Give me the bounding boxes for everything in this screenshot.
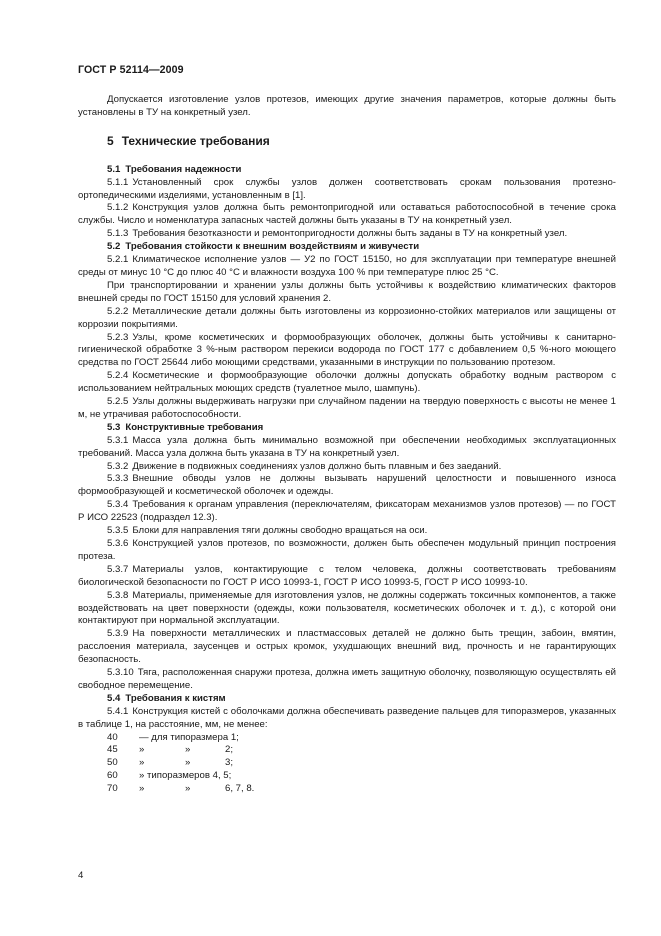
clause-text: Движение в подвижных соединениях узлов должно быть плавным и без заеданий. <box>132 460 502 472</box>
clause-number: 5.1.1 <box>107 176 129 188</box>
size-cell-c3: » <box>185 757 191 769</box>
document-header: ГОСТ Р 52114—2009 <box>78 64 184 76</box>
subsection-title-text: Требования к кистям <box>125 692 226 704</box>
clause-number: 5.3.3 <box>107 473 129 485</box>
size-row <box>107 783 616 796</box>
subsection-title <box>78 164 616 177</box>
clause-text: Материалы, применяемые для изготовления узлов, не должны содержать токсичных компонентов, а также воздействовать на цвет поверхности (одежды, кожи пользователя, косметических оболочек и т. д.), с которой они контактируют при нормальной эксплуатации. <box>78 589 616 627</box>
clause-number: 5.4.1 <box>107 705 129 717</box>
clause-text: Масса узла должна быть минимально возможной при обеспечении необходимых эксплуатационных требований. Масса узла должна быть указана в ТУ на конкретный узел. <box>78 434 616 459</box>
subsections-container <box>78 164 616 732</box>
clause-number: 5.2.2 <box>107 305 129 317</box>
clause-text: Металлические детали должны быть изготовлены из коррозионно-стойких материалов или защищены от коррозии покрытиями. <box>78 305 616 330</box>
clause-number: 5.1.3 <box>107 228 129 240</box>
clause-paragraph <box>78 667 616 693</box>
clause-text: Требования безотказности и ремонтопригодности должны быть заданы в ТУ на конкретный узел. <box>132 228 568 240</box>
clause-number: 5.3.8 <box>107 589 129 601</box>
subsection-title-text: Требования стойкости к внешним воздействиям и живучести <box>125 241 420 253</box>
clause-paragraph <box>78 202 616 228</box>
size-row <box>107 732 616 745</box>
size-cell-c3 <box>231 770 271 783</box>
clause-paragraph <box>78 306 616 332</box>
section-title-text: Технические требования <box>121 133 270 148</box>
clause-paragraph <box>78 461 616 474</box>
intro-paragraph: Допускается изготовление узлов протезов, имеющих другие значения параметров, которые должны быть установлены в ТУ на конкретный узел. <box>78 94 616 118</box>
clause-paragraph <box>78 473 616 499</box>
size-cell-c2: » типоразмеров 4, 5; <box>139 770 232 782</box>
clause-paragraph <box>78 706 616 732</box>
section-title <box>107 135 616 148</box>
subsection-number: 5.4 <box>107 692 121 704</box>
clause-text: Конструкция кистей с оболочками должна обеспечивать разведение пальцев для типоразмеров, указанных в таблице 1, на расстояние, мм, не менее: <box>78 705 616 730</box>
clause-paragraph <box>78 396 616 422</box>
size-cell-c4: 3; <box>225 757 234 769</box>
clause-paragraph <box>78 525 616 538</box>
clause-number: 5.3.6 <box>107 538 129 549</box>
size-cell-c1: 60 <box>107 770 118 782</box>
size-cell-c1: 45 <box>107 744 118 756</box>
subsection-title <box>78 693 616 706</box>
clause-paragraph <box>78 564 616 590</box>
clause-paragraph <box>78 538 616 564</box>
clause-number: 5.3.4 <box>107 499 129 511</box>
clause-paragraph <box>78 628 616 667</box>
clause-text: На поверхности металлических и пластмассовых деталей не должно быть трещин, забоин, вмятин, расслоения материала, заусенцев и острых кромок, ухудшающих внешний вид, прочность и не гарантирующих безопасность. <box>78 628 616 666</box>
size-row <box>107 744 616 757</box>
size-row <box>107 770 616 783</box>
subsection-title-text: Конструктивные требования <box>125 421 264 433</box>
clause-paragraph <box>78 435 616 461</box>
subsection-title-text: Требования надежности <box>125 163 242 175</box>
clause-paragraph <box>78 254 616 280</box>
subsection-number: 5.3 <box>107 421 121 433</box>
clause-number: 5.3.2 <box>107 460 129 472</box>
subsection-number: 5.2 <box>107 241 121 253</box>
clause-text: Конструкцией узлов протезов, по возможности, должен быть обеспечен модульный принцип построения протеза. <box>78 538 616 562</box>
size-cell-c3: » <box>185 744 191 756</box>
size-cell-c2: » <box>139 783 145 795</box>
size-cell-c1: 70 <box>107 783 118 795</box>
clause-text: Косметические и формообразующие оболочки должны допускать обработку водным раствором с использованием нейтральных моющих средств (туалетное мыло, шампунь). <box>78 370 616 395</box>
clause-number: 5.3.9 <box>107 628 129 640</box>
clause-text: Требования к органам управления (переключателям, фиксаторам механизмов узлов протезов) — по ГОСТ Р ИСО 22523 (подраздел 12.3). <box>78 499 616 524</box>
clause-text: Блоки для направления тяги должны свободно вращаться на оси. <box>132 525 428 537</box>
subsection-title <box>78 422 616 435</box>
page-number: 4 <box>78 870 84 881</box>
clause-number: 5.2.4 <box>107 370 129 382</box>
section-number: 5 <box>107 133 114 148</box>
clause-number: 5.3.10 <box>107 667 134 679</box>
page-content <box>78 94 616 796</box>
size-list <box>107 732 616 796</box>
clause-number: 5.3.7 <box>107 563 129 575</box>
clause-paragraph <box>78 332 616 371</box>
size-cell-c1: 50 <box>107 757 118 769</box>
clause-text: Материалы узлов, контактирующие с телом человека, должны соответствовать требованиям биологической безопасности по ГОСТ Р ИСО 10993-1, ГОСТ Р ИСО 10993-5, ГОСТ Р ИСО 10993-10. <box>78 563 616 588</box>
size-cell-c2: » <box>139 757 145 769</box>
clause-number: 5.1.2 <box>107 202 129 214</box>
size-row <box>107 757 616 770</box>
size-cell-c4: 6, 7, 8. <box>225 783 255 795</box>
clause-paragraph <box>78 280 616 306</box>
clause-number: 5.2.1 <box>107 254 129 266</box>
clause-paragraph <box>78 499 616 525</box>
size-cell-c4: 2; <box>225 744 234 756</box>
size-cell-c2: — для типоразмера 1; <box>139 731 239 743</box>
clause-text: Внешние обводы узлов не должны вызывать нарушений целостности и повышенного износа формообразующей и косметической оболочек и одежды. <box>78 473 616 498</box>
size-cell-c2: » <box>139 744 145 756</box>
size-cell-c3: » <box>185 783 191 795</box>
clause-paragraph <box>78 370 616 396</box>
size-cell-c3 <box>239 732 279 745</box>
clause-paragraph <box>78 177 616 203</box>
subsection-title <box>78 241 616 254</box>
clause-number: 5.3.5 <box>107 525 129 537</box>
clause-paragraph <box>78 228 616 241</box>
clause-text: Климатическое исполнение узлов — У2 по ГОСТ 15150, но для эксплуатации при температуре внешней среды от минус 10 °С до плюс 40 °С и влажности воздуха 100 % при температуре плюс 25 °С. <box>78 254 616 278</box>
clause-text: При транспортировании и хранении узлы должны быть устойчивы к воздействию климатических факторов внешней среды по ГОСТ 15150 для условий хранения 2. <box>78 279 616 304</box>
subsection-number: 5.1 <box>107 163 121 175</box>
clause-text: Узлы должны выдерживать нагрузки при случайном падении на твердую поверхность с высоты не менее 1 м, не утрачивая работоспособности. <box>78 396 616 420</box>
clause-number: 5.2.5 <box>107 396 129 408</box>
clause-text: Тяга, расположенная снаружи протеза, должна иметь защитную оболочку, позволяющую осуществлять ей свободное перемещение. <box>78 667 616 691</box>
clause-number: 5.3.1 <box>107 434 129 446</box>
clause-text: Установленный срок службы узлов должен соответствовать срокам пользования протезно-ортопедическими изделиями, установленным в [1]. <box>78 176 616 201</box>
clause-text: Узлы, кроме косметических и формообразующих оболочек, должны быть устойчивы к санитарно-гигиенической обработке 3 %-ным раствором перекиси водорода по ГОСТ 177 с добавлением 0,5 %-ного моющего средства по ГОСТ 25644 либо моющими средствами, указанными в инструкции по пользованию протезом. <box>78 331 616 369</box>
clause-number: 5.2.3 <box>107 331 129 343</box>
size-cell-c1: 40 <box>107 731 118 743</box>
clause-paragraph <box>78 590 616 629</box>
clause-text: Конструкция узлов должна быть ремонтопригодной или оставаться работоспособной в течение срока службы. Число и номенклатура запасных частей должны быть указаны в ТУ на конкретный узел. <box>78 202 616 227</box>
